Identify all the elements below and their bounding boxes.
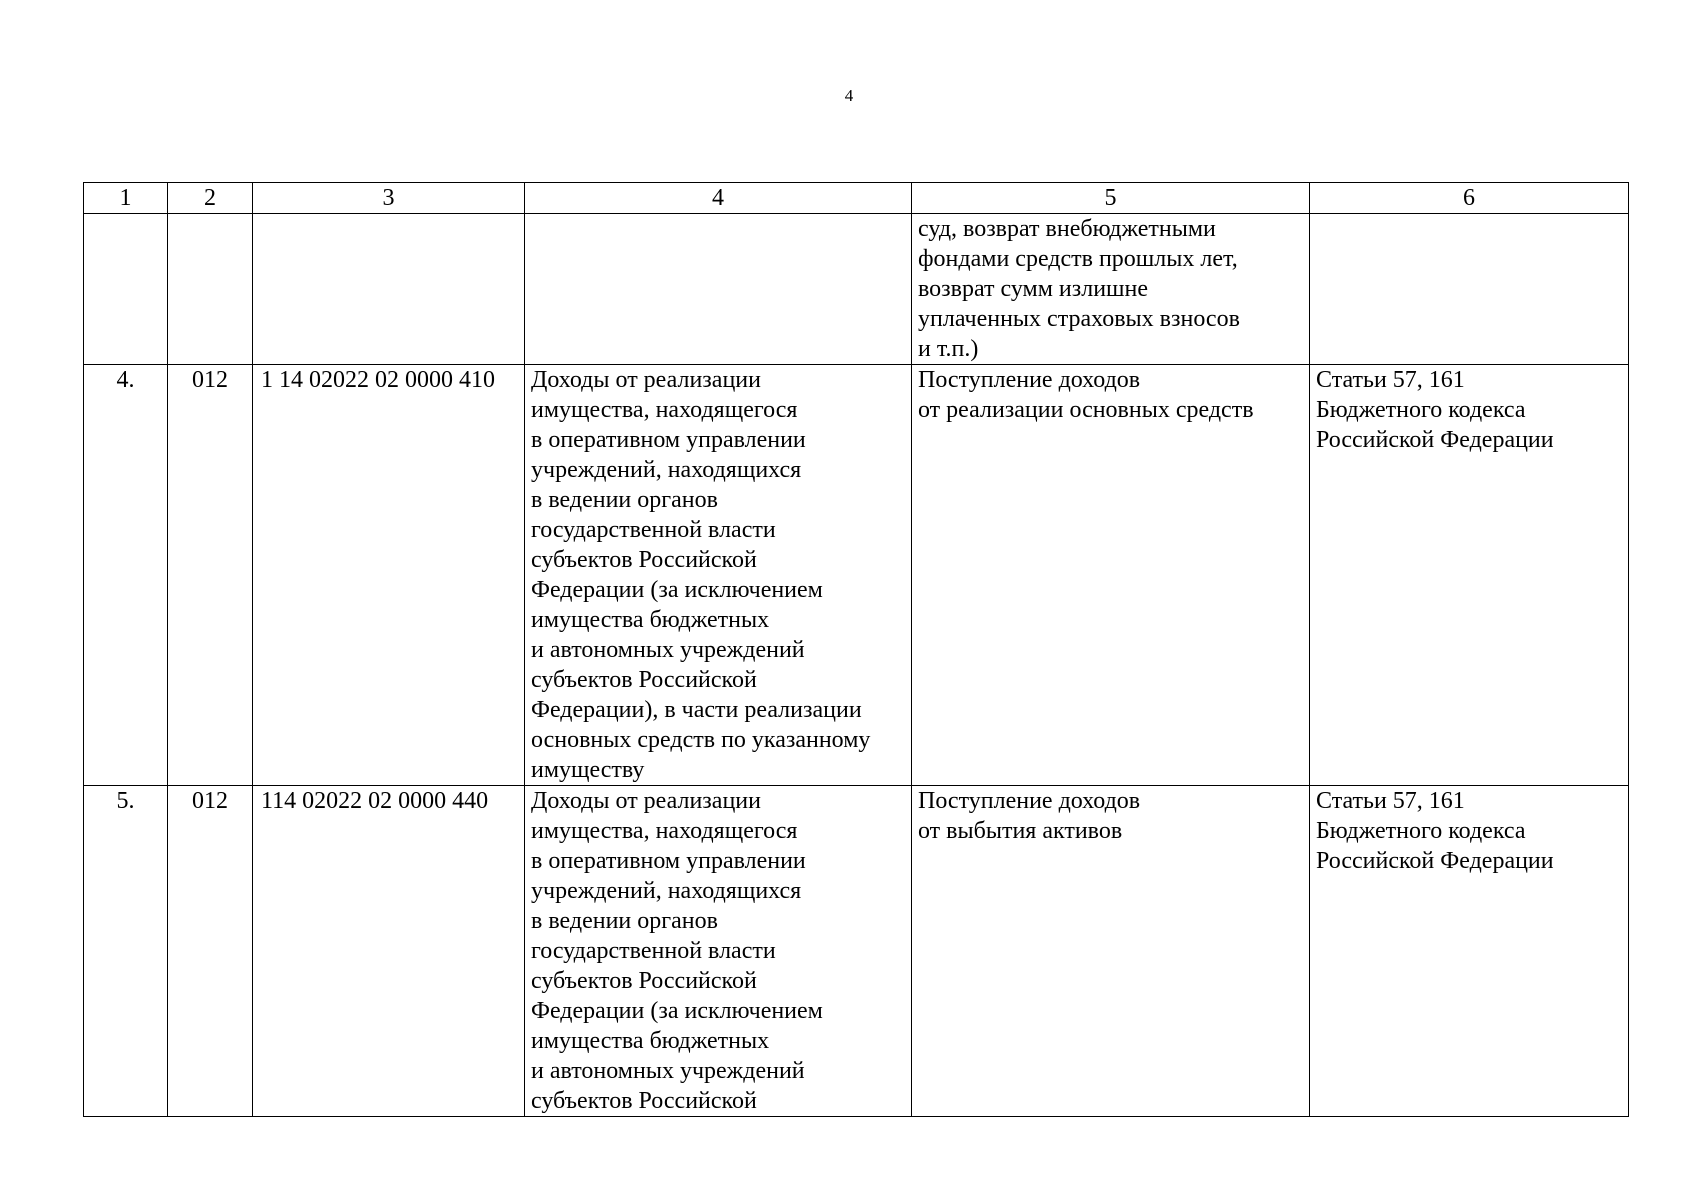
text-line: Российской Федерации xyxy=(1316,848,1554,874)
text-line: субъектов Российской xyxy=(531,968,757,994)
cell-empty xyxy=(525,214,912,365)
header-row xyxy=(84,183,1629,214)
text-line: имущества бюджетных xyxy=(531,607,770,633)
text-line: имущества, находящегося xyxy=(531,818,798,844)
cell-empty xyxy=(84,214,168,365)
text-line: возврат сумм излишне xyxy=(918,276,1149,302)
text-line: государственной власти xyxy=(531,938,776,964)
admin-code: 012 xyxy=(168,786,253,1117)
legal-basis-cell xyxy=(1310,786,1629,1117)
continuation-content-cell xyxy=(912,214,1310,365)
text-line: Поступление доходов xyxy=(918,367,1141,393)
text-line: в оперативном управлении xyxy=(531,848,806,874)
text-line: Федерации (за исключением xyxy=(531,577,823,603)
cell-empty xyxy=(1310,214,1629,365)
legal-basis-cell xyxy=(1310,365,1629,786)
text-line: учреждений, находящихся xyxy=(531,457,802,483)
text-line: Статьи 57, 161 xyxy=(1316,788,1465,814)
cell-empty xyxy=(168,214,253,365)
header-col-1: 1 xyxy=(84,183,168,214)
text-line: субъектов Российской xyxy=(531,547,757,573)
text-line: Федерации (за исключением xyxy=(531,998,823,1024)
text-line: в ведении органов xyxy=(531,908,718,934)
text-line: основных средств по указанному xyxy=(531,727,871,753)
revenue-table xyxy=(83,182,1629,1117)
cell-empty xyxy=(253,214,525,365)
admin-code: 012 xyxy=(168,365,253,786)
text-line: имущества бюджетных xyxy=(531,1028,770,1054)
row-number: 5. xyxy=(84,786,168,1117)
budget-classification-code: 1 14 02022 02 0000 410 xyxy=(253,365,525,786)
text-line: в оперативном управлении xyxy=(531,427,806,453)
revenue-content-cell xyxy=(912,365,1310,786)
text-line: от реализации основных средств xyxy=(918,397,1254,423)
table-row xyxy=(84,786,1629,1117)
text-line: Российской Федерации xyxy=(1316,427,1554,453)
text-line: фондами средств прошлых лет, xyxy=(918,246,1238,272)
text-line: в ведении органов xyxy=(531,487,718,513)
text-line: субъектов Российской xyxy=(531,1088,757,1114)
text-line: Федерации), в части реализации xyxy=(531,697,862,723)
text-line: Доходы от реализации xyxy=(531,788,761,814)
revenue-description-cell xyxy=(525,786,912,1117)
text-line: и т.п.) xyxy=(918,336,979,362)
text-line: Статьи 57, 161 xyxy=(1316,367,1465,393)
continuation-row xyxy=(84,214,1629,365)
text-line: учреждений, находящихся xyxy=(531,878,802,904)
budget-classification-code: 114 02022 02 0000 440 xyxy=(253,786,525,1117)
text-line: Бюджетного кодекса xyxy=(1316,818,1526,844)
page-number: 4 xyxy=(844,86,854,105)
header-col-2: 2 xyxy=(168,183,253,214)
text-line: имуществу xyxy=(531,757,645,783)
text-line: уплаченных страховых взносов xyxy=(918,306,1240,332)
revenue-description-cell xyxy=(525,365,912,786)
text-line: суд, возврат внебюджетными xyxy=(918,216,1216,242)
text-line: Бюджетного кодекса xyxy=(1316,397,1526,423)
header-col-5: 5 xyxy=(912,183,1310,214)
text-line: Поступление доходов xyxy=(918,788,1141,814)
header-col-6: 6 xyxy=(1310,183,1629,214)
text-line: субъектов Российской xyxy=(531,667,757,693)
header-col-4: 4 xyxy=(525,183,912,214)
text-line: и автономных учреждений xyxy=(531,1058,805,1084)
row-number: 4. xyxy=(84,365,168,786)
text-line: от выбытия активов xyxy=(918,818,1123,844)
revenue-content-cell xyxy=(912,786,1310,1117)
text-line: Доходы от реализации xyxy=(531,367,761,393)
text-line: государственной власти xyxy=(531,517,776,543)
header-col-3: 3 xyxy=(253,183,525,214)
table-row xyxy=(84,365,1629,786)
text-line: имущества, находящегося xyxy=(531,397,798,423)
text-line: и автономных учреждений xyxy=(531,637,805,663)
